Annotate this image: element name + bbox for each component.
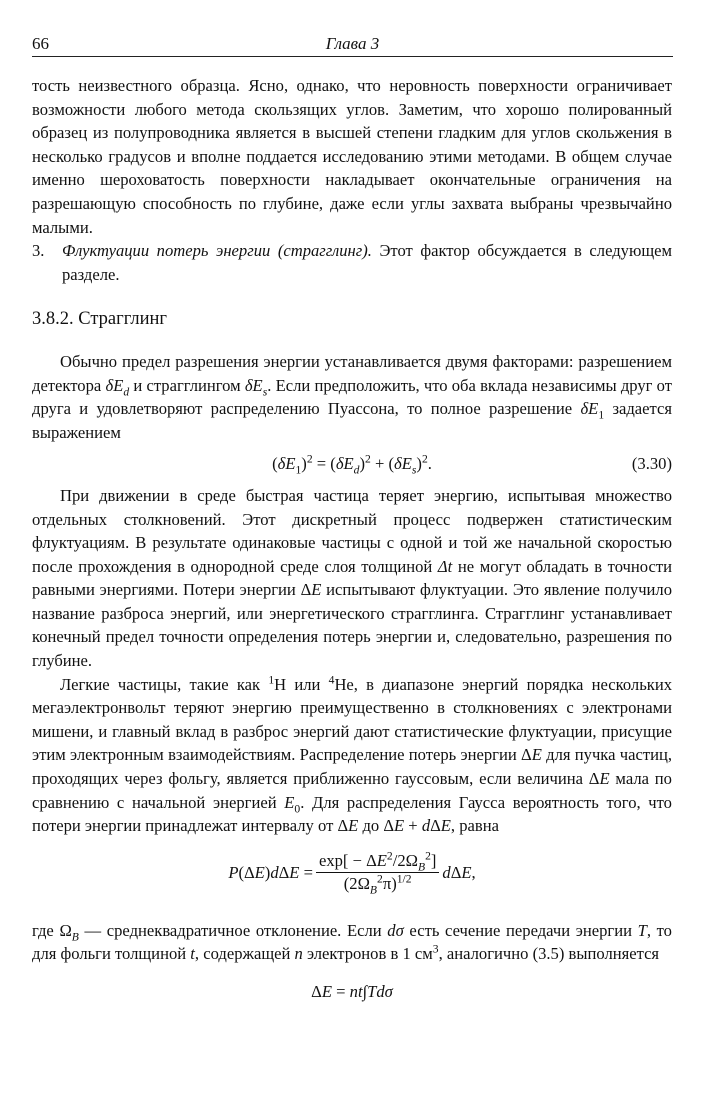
paragraph-resolution: Обычно предел разрешения энергии устанавливается двумя факторами: разрешением детектора $\delta E_d$ и страгглингом $\delta E_s$. Если предположить, что оба вклада независимы друг от друга и удовлетворяют распределению Пуассона, то полное разрешение $\delta E_1$ задается выражением xyxy=(32,351,672,442)
list-item xyxy=(32,239,672,286)
equation-body: $(\delta E_1)^2 = (\delta E_d)^2 + (\delta E_s)^2$. xyxy=(272,452,432,477)
paragraph-deviation: где $\Omega_B$ — среднеквадратичное отклонение. Если dσ есть сечение передачи энергии T, то для фольги толщиной t, содержащей n электронов в 1 $см^3$, аналогично (3.5) выполняется xyxy=(32,920,672,964)
list-item-title: Флуктуации потерь энергии (страгглинг). xyxy=(62,241,372,261)
page-header xyxy=(32,30,673,57)
paragraph-straggling: При движении в среде быстрая частица теряет энергию, испытывая множество отдельных столкновений. Этот дискретный процесс подвержен статистическим флуктуациям. В результате одинаковые частицы с одной и той же начальной скоростью после прохождения в однородной среде слоя толщиной Δt не могут обладать в точности равными энергиями. Потери энергии ΔE испытывают флуктуации. Это явление получило название разброса энергий, или энергетического страгглинга. Страгглинг устанавливает конечный предел точности определения потерь энергии и, следовательно, разрешения по глубине. xyxy=(32,485,673,671)
page-number: 66 xyxy=(32,34,49,53)
page-body xyxy=(32,74,672,1004)
gaussian-fraction: $\frac{\exp[ - \Delta E^2/2\Omega_B^2]}{(2\Omega_B^2\pi)^{1/2}}$ xyxy=(316,850,439,895)
list-item-number: 3. xyxy=(32,241,45,261)
equation-gaussian: P(ΔE)dΔE = $\frac{\exp[ - \Delta E^2/2\Omega_B^2]}{(2\Omega_B^2\pi)^{1/2}}$ dΔE, xyxy=(228,849,476,897)
list-item-text: Этот фактор обсуждается в следующем разделе. xyxy=(62,241,672,284)
equation-energy-loss: ΔE = nt∫Tdσ xyxy=(311,982,393,1001)
equation-number: (3.30) xyxy=(631,454,672,474)
section-heading: 3.8.2. Страгглинг xyxy=(32,309,167,330)
paragraph-light-particles: Легкие частицы, такие как $^1$H или $^4$He, в диапазоне энергий порядка нескольких мегаэлектронвольт теряют энергию преимущественно в столкновениях с электронами мишени, и главный вклад в разброс энергий дают статистические флуктуации, присущие этим электронным взаимодействиям. Распределение потерь энергии ΔE для пучка частиц, проходящих через фольгу, является приближенно гауссовым, если величина ΔE мала по сравнению с начальной энергией $E_0$. Для распределения Гаусса вероятность того, что потери энергии принадлежат интервалу от ΔE до ΔE + dΔE, равна xyxy=(32,673,673,836)
intro-paragraph: тость неизвестного образца. Ясно, однако, что неровность поверхности ограничивает возможности любого метода скользящих углов. Заметим, что хорошо полированный образец из полупроводника является в высшей степени гладким для углов скольжения в несколько градусов и вполне поддается исследованию этими методами. В общем случае именно шероховатость поверхности накладывает окончательные ограничения на разрешающую способность по глубине, даже если углы захвата выбраны чрезвычайно малыми. xyxy=(32,76,672,237)
chapter-title: Глава 3 xyxy=(325,34,380,53)
equation-3-30 xyxy=(32,452,672,476)
